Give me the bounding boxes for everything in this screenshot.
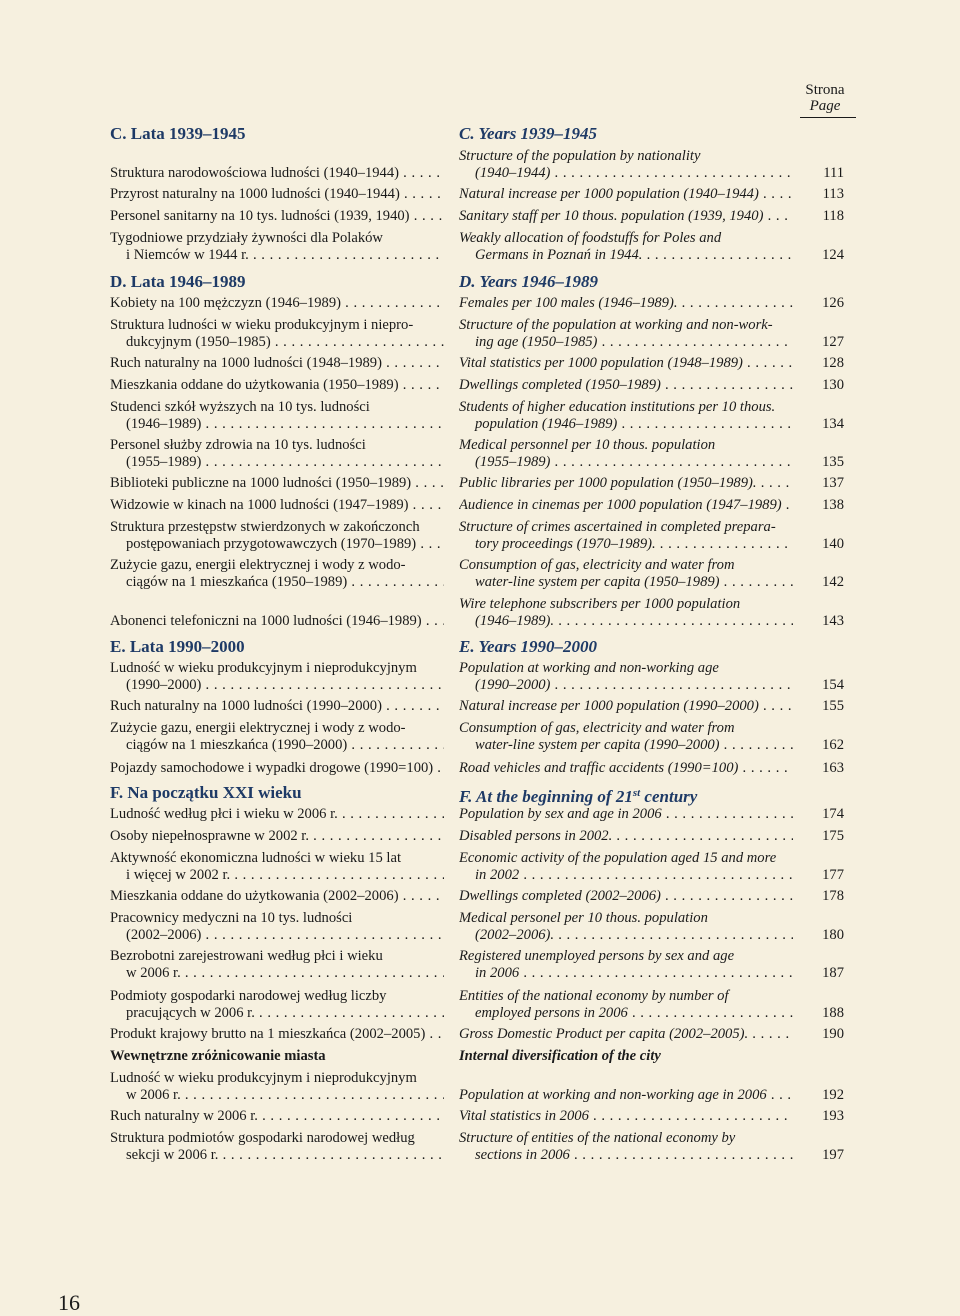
entry-line: Zużycie gazu, energii elektrycznej i wody z wodo- xyxy=(110,720,406,736)
entry-line: Public libraries per 1000 population (1950–1989). . . . xyxy=(459,475,793,492)
title-en xyxy=(459,208,793,225)
page-ref: 155 xyxy=(822,698,844,714)
entry-line: i Niemców w 1944 r. . . . xyxy=(110,247,444,264)
entry-line: Population at working and non-working age xyxy=(459,660,719,676)
entry-line: Vital statistics per 1000 population (1948–1989) . . . xyxy=(459,355,793,372)
title-pl xyxy=(110,399,444,432)
entry-line: Dwellings completed (2002–2006) . . . xyxy=(459,888,793,905)
title-pl xyxy=(110,596,444,629)
entry-line: Ruch naturalny na 1000 ludności (1948–1989) . . . xyxy=(110,355,444,372)
entry-line: Abonenci telefoniczni na 1000 ludności (1946–1989) . . . xyxy=(110,613,444,630)
entry-line: Road vehicles and traffic accidents (1990=100) . . . xyxy=(459,760,793,777)
entry-line: Structure of entities of the national economy by xyxy=(459,1130,736,1146)
title-pl xyxy=(110,948,444,981)
page-ref: 135 xyxy=(822,453,844,470)
entry-line: Mieszkania oddane do użytkowania (2002–2006) . . . xyxy=(110,888,444,905)
entry-line: (1940–1944) . . . xyxy=(459,165,793,182)
entry-line: Population by sex and age in 2006 . . . xyxy=(459,806,793,823)
entry-line: D. Lata 1946–1989 xyxy=(110,272,246,291)
title-en xyxy=(459,850,793,883)
title-pl xyxy=(110,148,444,181)
entry-line: w 2006 r. . . . xyxy=(110,965,444,982)
entry-line: Gross Domestic Product per capita (2002–2005). . . . xyxy=(459,1026,793,1043)
title-pl xyxy=(110,888,444,905)
page-ref: 162 xyxy=(822,736,844,753)
entry-line: (1990–2000) . . . xyxy=(110,677,444,694)
page-ref: 192 xyxy=(822,1086,844,1103)
entry-line: Aktywność ekonomiczna ludności w wieku 15 lat xyxy=(110,850,402,866)
page-ref: 190 xyxy=(822,1026,844,1042)
title-pl xyxy=(110,1048,444,1065)
entry-line: Medical personnel per 10 thous. population xyxy=(459,437,716,453)
page-ref: 177 xyxy=(822,866,844,883)
entry-line: Internal diversification of the city xyxy=(459,1048,661,1064)
title-pl xyxy=(110,186,444,203)
entry-line: Natural increase per 1000 population (1990–2000) . . . xyxy=(459,698,793,715)
entry-line: i więcej w 2002 r. . . . xyxy=(110,867,444,884)
entry-line: water-line system per capita (1990–2000) . . . xyxy=(459,737,793,754)
entry-line: ing age (1950–1985) . . . xyxy=(459,334,793,351)
title-pl xyxy=(110,1070,444,1103)
heading-text: century xyxy=(640,787,698,806)
title-pl xyxy=(110,497,444,514)
title-pl xyxy=(110,437,444,470)
page-ref: 134 xyxy=(822,415,844,432)
entry-line: Studenci szkół wyższych na 10 tys. ludności xyxy=(110,399,370,415)
entry-line: Germans in Poznań in 1944. . . . xyxy=(459,247,793,264)
title-en xyxy=(459,1108,793,1125)
entry-line: Economic activity of the population aged 15 and more xyxy=(459,850,777,866)
entry-line xyxy=(110,596,444,613)
entry-line: sections in 2006 . . . xyxy=(459,1147,793,1164)
title-pl xyxy=(110,637,444,657)
entry-line: Personel sanitarny na 10 tys. ludności (1939, 1940) . . . xyxy=(110,208,444,225)
page-ref: 126 xyxy=(822,295,844,311)
title-pl xyxy=(110,1108,444,1125)
entry-line: ciągów na 1 mieszkańca (1990–2000) . . . xyxy=(110,737,444,754)
entry-line: Ludność w wieku produkcyjnym i nieprodukcyjnym xyxy=(110,660,417,676)
title-pl xyxy=(110,720,444,753)
page-ref: 178 xyxy=(822,888,844,904)
title-en xyxy=(459,377,793,394)
title-en xyxy=(459,557,793,590)
entry-line: F. Na początku XXI wieku xyxy=(110,783,302,802)
title-en xyxy=(459,828,793,845)
page-number: 16 xyxy=(58,1290,80,1315)
heading-text: F. At the beginning of 21 xyxy=(459,787,633,806)
superscript: st xyxy=(632,787,641,799)
entry-line: Biblioteki publiczne na 1000 ludności (1950–1989) . . . xyxy=(110,475,444,492)
entry-line: Disabled persons in 2002. . . . xyxy=(459,828,793,845)
entry-line xyxy=(459,783,793,807)
entry-line: (1990–2000) . . . xyxy=(459,677,793,694)
entry-line: Ludność według płci i wieku w 2006 r. . . . xyxy=(110,806,444,823)
page-ref: 180 xyxy=(822,926,844,943)
entry-line: Produkt krajowy brutto na 1 mieszkańca (2002–2005) . . . xyxy=(110,1026,444,1043)
page-ref: 130 xyxy=(822,377,844,393)
title-en xyxy=(459,295,793,312)
entry-line: postępowaniach przygotowawczych (1970–1989) . . . xyxy=(110,536,444,553)
entry-line: in 2006 . . . xyxy=(459,965,793,982)
page-ref: 118 xyxy=(822,208,844,224)
page-ref: 163 xyxy=(822,760,844,776)
title-en xyxy=(459,910,793,943)
title-pl xyxy=(110,760,444,777)
page-ref: 197 xyxy=(822,1146,844,1163)
entry-line: Vital statistics in 2006 . . . xyxy=(459,1108,793,1125)
entry-line: Audience in cinemas per 1000 population (1947–1989) . . . xyxy=(459,497,793,514)
entry-line: sekcji w 2006 r. . . . xyxy=(110,1147,444,1164)
entry-line: Przyrost naturalny na 1000 ludności (1940–1944) . . . xyxy=(110,186,444,203)
page-ref: 128 xyxy=(822,355,844,371)
page-ref: 138 xyxy=(822,497,844,513)
page-column-label-en: Page xyxy=(809,98,841,114)
title-pl xyxy=(110,295,444,312)
title-pl xyxy=(110,806,444,823)
entry-line: ciągów na 1 mieszkańca (1950–1989) . . . xyxy=(110,574,444,591)
title-pl xyxy=(110,124,444,144)
title-en xyxy=(459,355,793,372)
page-ref: 188 xyxy=(822,1004,844,1021)
page-column-label-pl: Strona xyxy=(805,82,845,98)
entry-line: Bezrobotni zarejestrowani według płci i wieku xyxy=(110,948,383,964)
title-en xyxy=(459,1026,793,1043)
title-pl xyxy=(110,988,444,1021)
entry-line: in 2002 . . . xyxy=(459,867,793,884)
page-ref: 174 xyxy=(822,806,844,822)
entry-line: Ruch naturalny na 1000 ludności (1990–2000) . . . xyxy=(110,698,444,715)
entry-line: Dwellings completed (1950–1989) . . . xyxy=(459,377,793,394)
entry-line: (1946–1989) . . . xyxy=(110,416,444,433)
entry-line: C. Years 1939–1945 xyxy=(459,124,598,143)
entry-line: C. Lata 1939–1945 xyxy=(110,124,246,143)
page-ref: 113 xyxy=(822,186,844,202)
entry-line: Wire telephone subscribers per 1000 population xyxy=(459,596,741,612)
entry-line: Consumption of gas, electricity and water from xyxy=(459,720,735,736)
title-en xyxy=(459,698,793,715)
page-ref: 187 xyxy=(822,964,844,981)
page-ref: 111 xyxy=(823,164,844,181)
title-pl xyxy=(110,475,444,492)
entry-line: Wewnętrzne zróżnicowanie miasta xyxy=(110,1048,326,1064)
entry-line: (1955–1989) . . . xyxy=(459,454,793,471)
entry-line: Weakly allocation of foodstuffs for Poles and xyxy=(459,230,722,246)
title-en xyxy=(459,760,793,777)
entry-line: pracujących w 2006 r. . . . xyxy=(110,1005,444,1022)
title-pl xyxy=(110,377,444,394)
entry-line: Personel służby zdrowia na 10 tys. ludności xyxy=(110,437,366,453)
entry-line: Kobiety na 100 mężczyzn (1946–1989) . . . xyxy=(110,295,444,312)
title-en xyxy=(459,988,793,1021)
page-ref: 140 xyxy=(822,535,844,552)
page-ref: 154 xyxy=(822,676,844,693)
title-pl xyxy=(110,208,444,225)
title-en xyxy=(459,437,793,470)
entry-line: dukcyjnym (1950–1985) . . . xyxy=(110,334,444,351)
entry-line: Struktura przestępstw stwierdzonych w zakończonch xyxy=(110,519,420,535)
entry-line: E. Lata 1990–2000 xyxy=(110,637,245,656)
entry-line: Widzowie w kinach na 1000 ludności (1947–1989) . . . xyxy=(110,497,444,514)
title-en xyxy=(459,888,793,905)
page-ref: 193 xyxy=(822,1108,844,1124)
title-en xyxy=(459,399,793,432)
title-en xyxy=(459,272,793,292)
title-en xyxy=(459,596,793,629)
entry-line: Population at working and non-working age in 2006 . . . xyxy=(459,1087,793,1104)
entry-line: (1946–1989). . . . xyxy=(459,613,793,630)
title-en xyxy=(459,230,793,263)
title-en xyxy=(459,1070,793,1103)
entry-line: w 2006 r. . . . xyxy=(110,1087,444,1104)
title-en xyxy=(459,519,793,552)
header-rule xyxy=(800,117,856,118)
entry-line: Zużycie gazu, energii elektrycznej i wody z wodo- xyxy=(110,557,406,573)
title-pl xyxy=(110,1026,444,1043)
entry-line: Medical personel per 10 thous. population xyxy=(459,910,708,926)
entry-line: Ludność w wieku produkcyjnym i nieprodukcyjnym xyxy=(110,1070,417,1086)
entry-line xyxy=(110,148,444,165)
entry-line: Registered unemployed persons by sex and age xyxy=(459,948,735,964)
page-ref: 142 xyxy=(822,573,844,590)
entry-line: Struktura ludności w wieku produkcyjnym i niepro- xyxy=(110,317,414,333)
entry-line: Entities of the national economy by number of xyxy=(459,988,729,1004)
entry-line: Consumption of gas, electricity and water from xyxy=(459,557,735,573)
entry-line: (2002–2006). . . . xyxy=(459,927,793,944)
title-en xyxy=(459,783,793,807)
entry-line: Structure of crimes ascertained in completed prepara- xyxy=(459,519,776,535)
entry-line xyxy=(459,1070,793,1087)
title-pl xyxy=(110,272,444,292)
title-en xyxy=(459,317,793,350)
entry-line: E. Years 1990–2000 xyxy=(459,637,598,656)
entry-line: Struktura narodowościowa ludności (1940–1944) . . . xyxy=(110,165,444,182)
page-ref: 127 xyxy=(822,333,844,350)
entry-line: Pojazdy samochodowe i wypadki drogowe (1990=100) . . . xyxy=(110,760,444,777)
title-en xyxy=(459,186,793,203)
page-ref: 143 xyxy=(822,612,844,629)
entry-line: (1955–1989) . . . xyxy=(110,454,444,471)
title-en xyxy=(459,806,793,823)
title-en xyxy=(459,948,793,981)
entry-line: population (1946–1989) . . . xyxy=(459,416,793,433)
title-en xyxy=(459,1130,793,1163)
title-pl xyxy=(110,660,444,693)
title-pl xyxy=(110,698,444,715)
entry-line: Structure of the population by nationality xyxy=(459,148,701,164)
title-en xyxy=(459,637,793,657)
title-en xyxy=(459,497,793,514)
page-ref: 175 xyxy=(822,828,844,844)
title-pl xyxy=(110,828,444,845)
entry-line: D. Years 1946–1989 xyxy=(459,272,598,291)
title-en xyxy=(459,720,793,753)
title-pl xyxy=(110,1130,444,1163)
entry-line: Osoby niepełnosprawne w 2002 r. . . . xyxy=(110,828,444,845)
title-en xyxy=(459,1048,793,1065)
entry-line: employed persons in 2006 . . . xyxy=(459,1005,793,1022)
entry-line: Ruch naturalny w 2006 r. . . . xyxy=(110,1108,444,1125)
title-pl xyxy=(110,783,444,803)
entry-line: Sanitary staff per 10 thous. population (1939, 1940) . . . xyxy=(459,208,793,225)
entry-line: Natural increase per 1000 population (1940–1944) . . . xyxy=(459,186,793,203)
title-en xyxy=(459,475,793,492)
title-pl xyxy=(110,557,444,590)
page-ref: 124 xyxy=(822,246,844,263)
entry-line: Students of higher education institutions per 10 thous. xyxy=(459,399,776,415)
entry-line: water-line system per capita (1950–1989) . . . xyxy=(459,574,793,591)
title-pl xyxy=(110,519,444,552)
entry-line: Struktura podmiotów gospodarki narodowej według xyxy=(110,1130,415,1146)
title-pl xyxy=(110,850,444,883)
title-en xyxy=(459,660,793,693)
title-pl xyxy=(110,910,444,943)
entry-line: Pracownicy medyczni na 10 tys. ludności xyxy=(110,910,353,926)
title-en xyxy=(459,124,793,144)
entry-line: Females per 100 males (1946–1989). . . . xyxy=(459,295,793,312)
title-en xyxy=(459,148,793,181)
entry-line: (2002–2006) . . . xyxy=(110,927,444,944)
page-ref: 137 xyxy=(822,475,844,491)
entry-line: Mieszkania oddane do użytkowania (1950–1989) . . . xyxy=(110,377,444,394)
entry-line: tory proceedings (1970–1989). . . . xyxy=(459,536,793,553)
entry-line: Structure of the population at working and non-work- xyxy=(459,317,773,333)
title-pl xyxy=(110,230,444,263)
entry-line: Tygodniowe przydziały żywności dla Polaków xyxy=(110,230,383,246)
title-pl xyxy=(110,317,444,350)
title-pl xyxy=(110,355,444,372)
entry-line: Podmioty gospodarki narodowej według liczby xyxy=(110,988,387,1004)
